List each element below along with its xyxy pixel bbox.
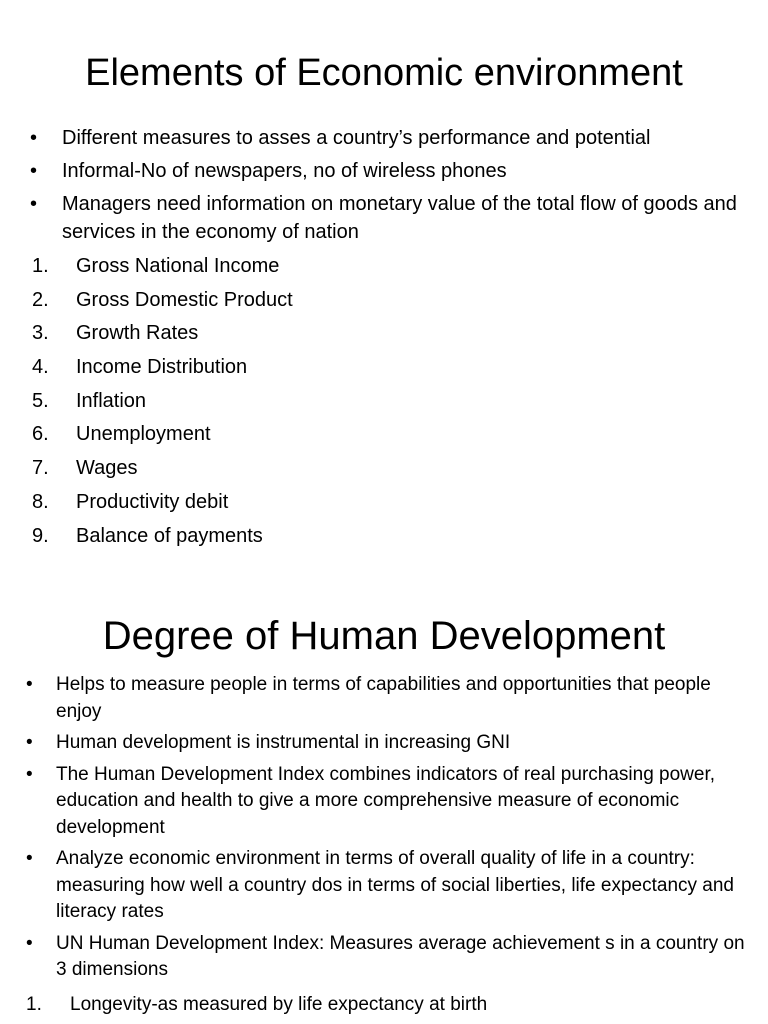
bullet-marker: • — [30, 193, 38, 215]
bullet-marker: • — [26, 763, 33, 785]
bullet-marker: • — [30, 127, 38, 149]
list-item-text: Unemployment — [76, 423, 211, 446]
list-item — [26, 672, 746, 725]
list-item-text: Longevity-as measured by life expectancy at birth — [70, 994, 488, 1015]
list-item — [32, 522, 732, 556]
bullet-marker: • — [26, 732, 33, 753]
list-item — [26, 931, 746, 984]
list-item-text: Balance of payments — [76, 524, 263, 547]
list-number: 8. — [32, 490, 49, 513]
slide-title: Degree of Human Development — [102, 614, 666, 658]
list-item — [32, 286, 732, 320]
list-item — [30, 124, 740, 152]
slide-title: Elements of Economic environment — [85, 52, 683, 94]
list-item — [32, 353, 732, 387]
list-number: 6. — [32, 423, 49, 446]
list-number: 4. — [32, 356, 49, 379]
list-item-text: Analyze economic environment in terms of overall quality of life in a country: measuring how well a country dos in terms of social liberties, life expectancy and literacy rates — [56, 848, 734, 922]
list-item — [32, 319, 732, 353]
list-number: 5. — [32, 389, 49, 412]
bullet-marker: • — [26, 848, 33, 869]
list-number: 1. — [32, 255, 49, 277]
list-item — [30, 190, 740, 246]
list-item-text: Inflation — [76, 389, 147, 412]
list-item — [26, 846, 746, 926]
list-item-text: Different measures to asses a country’s performance and potential — [62, 127, 651, 149]
list-item — [32, 488, 732, 522]
list-item — [26, 730, 746, 757]
bullet-marker: • — [26, 674, 33, 695]
list-number: 7. — [32, 457, 49, 480]
list-item-text: Gross National Income — [76, 255, 280, 277]
list-item-text: Income Distribution — [76, 356, 248, 379]
list-number: 3. — [32, 322, 49, 345]
list-item-text: UN Human Development Index: Measures average achievement s in a country on 3 dimensions — [56, 932, 745, 980]
list-item-text: The Human Development Index combines indicators of real purchasing power, education and health to give a more comprehensive measure of economic development — [56, 763, 716, 838]
bullet-marker: • — [26, 932, 33, 954]
list-item-text: Helps to measure people in terms of capabilities and opportunities that people enjoy — [56, 674, 711, 722]
numbered-list — [26, 992, 746, 1018]
list-number: 9. — [32, 524, 49, 547]
numbered-list — [32, 252, 732, 555]
list-item — [30, 157, 740, 185]
list-item — [32, 454, 732, 488]
bullet-list — [26, 672, 746, 989]
list-item-text: Informal-No of newspapers, no of wireless phones — [62, 160, 507, 182]
list-item-text: Gross Domestic Product — [76, 288, 293, 311]
list-item-text: Human development is instrumental in increasing GNI — [56, 732, 511, 753]
list-number: 1. — [26, 994, 42, 1015]
list-item — [32, 252, 732, 286]
list-item — [26, 762, 746, 842]
bullet-marker: • — [30, 160, 38, 182]
list-item-text: Productivity debit — [76, 490, 229, 513]
list-item-text: Wages — [76, 457, 138, 480]
list-number: 2. — [32, 288, 49, 311]
bullet-list — [30, 124, 740, 251]
list-item — [32, 420, 732, 454]
list-item — [26, 992, 746, 1018]
list-item-text: Growth Rates — [76, 322, 199, 345]
list-item — [32, 387, 732, 421]
slide-human-development — [0, 570, 768, 1024]
list-item-text: Managers need information on monetary value of the total flow of goods and services in the economy of nation — [62, 193, 737, 243]
